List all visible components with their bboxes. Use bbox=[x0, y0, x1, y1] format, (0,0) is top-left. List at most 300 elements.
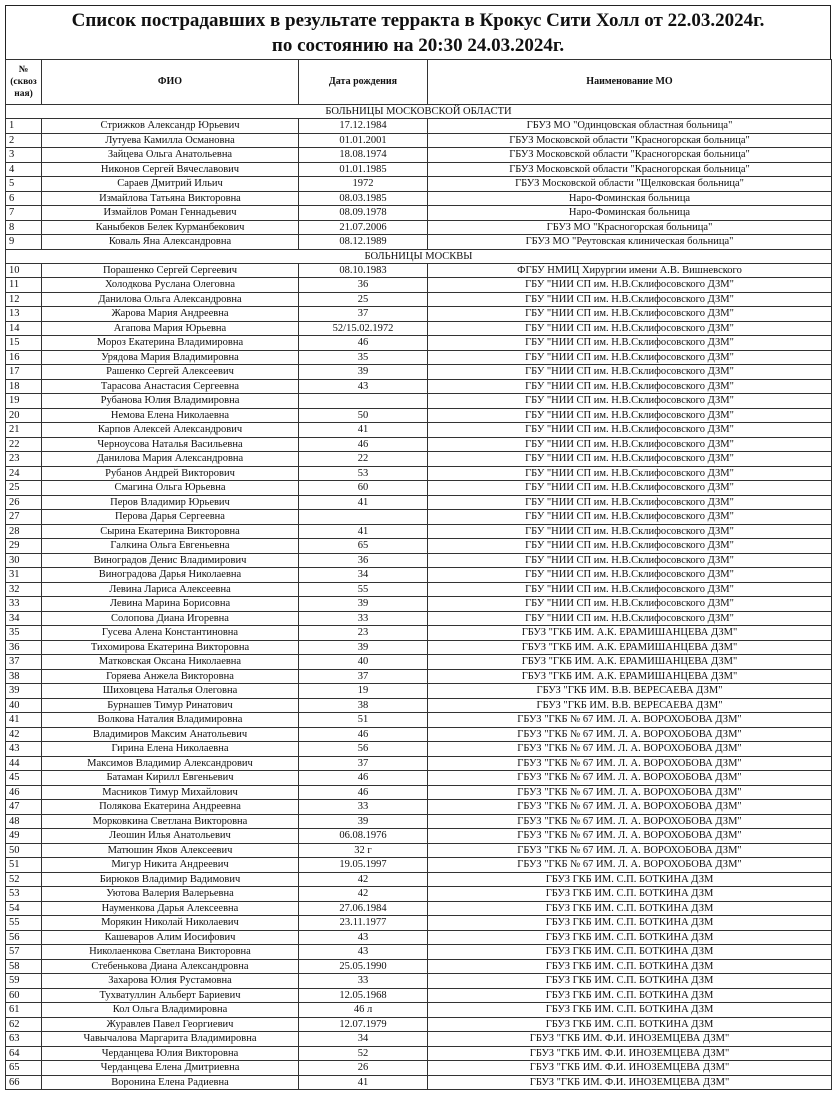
table-row bbox=[6, 423, 832, 438]
row-number: 29 bbox=[6, 539, 42, 554]
row-mo: ГБУ "НИИ СП им. Н.В.Склифосовского ДЗМ" bbox=[428, 524, 832, 539]
table-row bbox=[6, 379, 832, 394]
row-mo: ГБУЗ МО "Красногорская больница" bbox=[428, 220, 832, 235]
row-name: Морякин Николай Николаевич bbox=[42, 916, 299, 931]
row-mo: ГБУЗ ГКБ ИМ. С.П. БОТКИНА ДЗМ bbox=[428, 1003, 832, 1018]
row-number: 30 bbox=[6, 553, 42, 568]
row-number: 17 bbox=[6, 365, 42, 380]
row-number: 43 bbox=[6, 742, 42, 757]
row-name: Чавычалова Маргарита Владимировна bbox=[42, 1032, 299, 1047]
row-dob: 53 bbox=[299, 466, 428, 481]
table-row bbox=[6, 698, 832, 713]
document-title bbox=[5, 5, 831, 59]
row-dob: 32 г bbox=[299, 843, 428, 858]
table-row bbox=[6, 872, 832, 887]
row-mo: ГБУЗ "ГКБ № 67 ИМ. Л. А. ВОРОХОБОВА ДЗМ" bbox=[428, 800, 832, 815]
row-dob: 50 bbox=[299, 408, 428, 423]
row-name: Горяева Анжела Викторовна bbox=[42, 669, 299, 684]
row-number: 24 bbox=[6, 466, 42, 481]
row-mo: ГБУЗ "ГКБ ИМ. А.К. ЕРАМИШАНЦЕВА ДЗМ" bbox=[428, 669, 832, 684]
row-dob: 41 bbox=[299, 495, 428, 510]
row-mo: Наро-Фоминская больница bbox=[428, 191, 832, 206]
row-mo: ГБУЗ ГКБ ИМ. С.П. БОТКИНА ДЗМ bbox=[428, 945, 832, 960]
row-name: Масников Тимур Михайлович bbox=[42, 785, 299, 800]
table-row bbox=[6, 1017, 832, 1032]
row-dob: 23 bbox=[299, 626, 428, 641]
row-mo: ГБУЗ "ГКБ № 67 ИМ. Л. А. ВОРОХОБОВА ДЗМ" bbox=[428, 858, 832, 873]
row-name: Перов Владимир Юрьевич bbox=[42, 495, 299, 510]
row-number: 21 bbox=[6, 423, 42, 438]
row-name: Черданцева Юлия Викторовна bbox=[42, 1046, 299, 1061]
table-row bbox=[6, 437, 832, 452]
row-number: 2 bbox=[6, 133, 42, 148]
row-dob: 23.11.1977 bbox=[299, 916, 428, 931]
row-dob: 06.08.1976 bbox=[299, 829, 428, 844]
table-row bbox=[6, 495, 832, 510]
table-row bbox=[6, 206, 832, 221]
row-dob: 26 bbox=[299, 1061, 428, 1076]
row-mo: ГБУЗ "ГКБ ИМ. Ф.И. ИНОЗЕМЦЕВА ДЗМ" bbox=[428, 1061, 832, 1076]
row-mo: ГБУЗ Московской области "Щелковская больница" bbox=[428, 177, 832, 192]
row-mo: ГБУ "НИИ СП им. Н.В.Склифосовского ДЗМ" bbox=[428, 321, 832, 336]
row-name: Тарасова Анастасия Сергеевна bbox=[42, 379, 299, 394]
row-number: 45 bbox=[6, 771, 42, 786]
row-name: Данилова Мария Александровна bbox=[42, 452, 299, 467]
row-mo: ГБУЗ ГКБ ИМ. С.П. БОТКИНА ДЗМ bbox=[428, 930, 832, 945]
row-dob: 1972 bbox=[299, 177, 428, 192]
row-mo: ГБУ "НИИ СП им. Н.В.Склифосовского ДЗМ" bbox=[428, 292, 832, 307]
row-mo: ГБУЗ Московской области "Красногорская больница" bbox=[428, 162, 832, 177]
table-row bbox=[6, 350, 832, 365]
row-mo: ГБУ "НИИ СП им. Н.В.Склифосовского ДЗМ" bbox=[428, 553, 832, 568]
row-dob: 34 bbox=[299, 1032, 428, 1047]
row-number: 56 bbox=[6, 930, 42, 945]
row-number: 10 bbox=[6, 263, 42, 278]
table-row bbox=[6, 655, 832, 670]
row-mo: ГБУ "НИИ СП им. Н.В.Склифосовского ДЗМ" bbox=[428, 611, 832, 626]
row-number: 47 bbox=[6, 800, 42, 815]
row-name: Жарова Мария Андреевна bbox=[42, 307, 299, 322]
row-mo: ГБУ "НИИ СП им. Н.В.Склифосовского ДЗМ" bbox=[428, 307, 832, 322]
row-name: Кол Ольга Владимировна bbox=[42, 1003, 299, 1018]
section-title: БОЛЬНИЦЫ МОСКВЫ bbox=[6, 249, 832, 263]
row-dob: 01.01.2001 bbox=[299, 133, 428, 148]
row-dob: 37 bbox=[299, 307, 428, 322]
row-mo: ГБУ "НИИ СП им. Н.В.Склифосовского ДЗМ" bbox=[428, 495, 832, 510]
table-row bbox=[6, 263, 832, 278]
table-row bbox=[6, 887, 832, 902]
row-dob: 46 bbox=[299, 727, 428, 742]
row-name: Леошин Илья Анатольевич bbox=[42, 829, 299, 844]
table-row bbox=[6, 829, 832, 844]
table-row bbox=[6, 220, 832, 235]
row-dob bbox=[299, 394, 428, 409]
row-dob: 65 bbox=[299, 539, 428, 554]
row-name: Матюшин Яков Алексеевич bbox=[42, 843, 299, 858]
row-mo: ГБУЗ "ГКБ № 67 ИМ. Л. А. ВОРОХОБОВА ДЗМ" bbox=[428, 771, 832, 786]
row-mo: ГБУЗ ГКБ ИМ. С.П. БОТКИНА ДЗМ bbox=[428, 988, 832, 1003]
row-dob: 40 bbox=[299, 655, 428, 670]
row-dob: 18.08.1974 bbox=[299, 148, 428, 163]
row-number: 65 bbox=[6, 1061, 42, 1076]
row-number: 13 bbox=[6, 307, 42, 322]
row-dob: 55 bbox=[299, 582, 428, 597]
row-mo: ГБУЗ ГКБ ИМ. С.П. БОТКИНА ДЗМ bbox=[428, 887, 832, 902]
row-dob: 43 bbox=[299, 930, 428, 945]
row-number: 26 bbox=[6, 495, 42, 510]
row-number: 35 bbox=[6, 626, 42, 641]
row-dob: 08.10.1983 bbox=[299, 263, 428, 278]
table-row bbox=[6, 626, 832, 641]
row-name: Левина Лариса Алексеевна bbox=[42, 582, 299, 597]
row-number: 8 bbox=[6, 220, 42, 235]
row-mo: ГБУ "НИИ СП им. Н.В.Склифосовского ДЗМ" bbox=[428, 568, 832, 583]
row-number: 28 bbox=[6, 524, 42, 539]
row-dob: 27.06.1984 bbox=[299, 901, 428, 916]
table-row bbox=[6, 1075, 832, 1090]
column-header-number: № (сквоз ная) bbox=[6, 60, 42, 105]
row-number: 60 bbox=[6, 988, 42, 1003]
row-name: Николаенкова Светлана Викторовна bbox=[42, 945, 299, 960]
row-name: Тихомирова Екатерина Викторовна bbox=[42, 640, 299, 655]
row-number: 3 bbox=[6, 148, 42, 163]
table-row bbox=[6, 336, 832, 351]
row-dob: 19 bbox=[299, 684, 428, 699]
row-mo: ГБУЗ ГКБ ИМ. С.П. БОТКИНА ДЗМ bbox=[428, 916, 832, 931]
row-dob: 08.09.1978 bbox=[299, 206, 428, 221]
row-number: 1 bbox=[6, 119, 42, 134]
row-mo: ГБУ "НИИ СП им. Н.В.Склифосовского ДЗМ" bbox=[428, 437, 832, 452]
row-number: 22 bbox=[6, 437, 42, 452]
row-name: Журавлев Павел Георгиевич bbox=[42, 1017, 299, 1032]
row-dob: 01.01.1985 bbox=[299, 162, 428, 177]
row-mo: ГБУ "НИИ СП им. Н.В.Склифосовского ДЗМ" bbox=[428, 452, 832, 467]
table-row bbox=[6, 756, 832, 771]
row-mo: ГБУ "НИИ СП им. Н.В.Склифосовского ДЗМ" bbox=[428, 597, 832, 612]
row-dob: 08.03.1985 bbox=[299, 191, 428, 206]
row-name: Зайцева Ольга Анатольевна bbox=[42, 148, 299, 163]
row-name: Рубанова Юлия Владимировна bbox=[42, 394, 299, 409]
row-name: Рашенко Сергей Алексеевич bbox=[42, 365, 299, 380]
title-line-1: Список пострадавших в результате терракта в Крокус Сити Холл от 22.03.2024г. bbox=[71, 10, 765, 31]
row-dob: 46 bbox=[299, 437, 428, 452]
section-title: БОЛЬНИЦЫ МОСКОВСКОЙ ОБЛАСТИ bbox=[6, 105, 832, 119]
row-dob: 43 bbox=[299, 945, 428, 960]
row-number: 25 bbox=[6, 481, 42, 496]
row-mo: ГБУЗ "ГКБ ИМ. А.К. ЕРАМИШАНЦЕВА ДЗМ" bbox=[428, 655, 832, 670]
row-name: Холодкова Руслана Олеговна bbox=[42, 278, 299, 293]
row-mo: ГБУЗ "ГКБ № 67 ИМ. Л. А. ВОРОХОБОВА ДЗМ" bbox=[428, 843, 832, 858]
row-name: Полякова Екатерина Андреевна bbox=[42, 800, 299, 815]
row-number: 55 bbox=[6, 916, 42, 931]
row-name: Шиховцева Наталья Олеговна bbox=[42, 684, 299, 699]
row-dob: 42 bbox=[299, 887, 428, 902]
row-name: Науменкова Дарья Алексеевна bbox=[42, 901, 299, 916]
table-row bbox=[6, 727, 832, 742]
row-name: Гусева Алена Константиновна bbox=[42, 626, 299, 641]
table-row bbox=[6, 669, 832, 684]
table-row bbox=[6, 901, 832, 916]
row-name: Солопова Диана Игоревна bbox=[42, 611, 299, 626]
row-number: 63 bbox=[6, 1032, 42, 1047]
row-number: 44 bbox=[6, 756, 42, 771]
table-row bbox=[6, 466, 832, 481]
row-dob: 39 bbox=[299, 640, 428, 655]
table-row bbox=[6, 959, 832, 974]
row-mo: ГБУ "НИИ СП им. Н.В.Склифосовского ДЗМ" bbox=[428, 539, 832, 554]
table-row bbox=[6, 408, 832, 423]
row-mo: ГБУЗ Московской области "Красногорская больница" bbox=[428, 148, 832, 163]
row-mo: ГБУ "НИИ СП им. Н.В.Склифосовского ДЗМ" bbox=[428, 510, 832, 525]
row-mo: ГБУЗ "ГКБ ИМ. Ф.И. ИНОЗЕМЦЕВА ДЗМ" bbox=[428, 1075, 832, 1090]
row-dob: 52 bbox=[299, 1046, 428, 1061]
table-row bbox=[6, 785, 832, 800]
table-row bbox=[6, 597, 832, 612]
row-mo: Наро-Фоминская больница bbox=[428, 206, 832, 221]
row-dob: 42 bbox=[299, 872, 428, 887]
row-mo: ГБУЗ "ГКБ № 67 ИМ. Л. А. ВОРОХОБОВА ДЗМ" bbox=[428, 727, 832, 742]
table-row bbox=[6, 235, 832, 250]
row-number: 5 bbox=[6, 177, 42, 192]
row-number: 38 bbox=[6, 669, 42, 684]
row-mo: ГБУЗ ГКБ ИМ. С.П. БОТКИНА ДЗМ bbox=[428, 872, 832, 887]
table-row bbox=[6, 771, 832, 786]
row-name: Бирюков Владимир Вадимович bbox=[42, 872, 299, 887]
row-number: 34 bbox=[6, 611, 42, 626]
row-name: Матковская Оксана Николаевна bbox=[42, 655, 299, 670]
row-name: Кашеваров Алим Иосифович bbox=[42, 930, 299, 945]
row-number: 42 bbox=[6, 727, 42, 742]
table-row bbox=[6, 568, 832, 583]
row-dob: 46 л bbox=[299, 1003, 428, 1018]
table-row bbox=[6, 307, 832, 322]
row-dob: 39 bbox=[299, 814, 428, 829]
row-number: 52 bbox=[6, 872, 42, 887]
table-row bbox=[6, 365, 832, 380]
row-mo: ГБУ "НИИ СП им. Н.В.Склифосовского ДЗМ" bbox=[428, 481, 832, 496]
row-number: 46 bbox=[6, 785, 42, 800]
table-row bbox=[6, 974, 832, 989]
row-mo: ГБУЗ "ГКБ ИМ. В.В. ВЕРЕСАЕВА ДЗМ" bbox=[428, 684, 832, 699]
row-name: Виноградов Денис Владимирович bbox=[42, 553, 299, 568]
row-number: 11 bbox=[6, 278, 42, 293]
row-mo: ГБУ "НИИ СП им. Н.В.Склифосовского ДЗМ" bbox=[428, 466, 832, 481]
row-name: Лутуева Камилла Османовна bbox=[42, 133, 299, 148]
row-name: Сараев Дмитрий Ильич bbox=[42, 177, 299, 192]
row-name: Захарова Юлия Рустамовна bbox=[42, 974, 299, 989]
row-name: Тухватуллин Альберт Бариевич bbox=[42, 988, 299, 1003]
row-number: 59 bbox=[6, 974, 42, 989]
row-name: Немова Елена Николаевна bbox=[42, 408, 299, 423]
row-mo: ГБУЗ МО "Реутовская клиническая больница" bbox=[428, 235, 832, 250]
row-mo: ГБУ "НИИ СП им. Н.В.Склифосовского ДЗМ" bbox=[428, 336, 832, 351]
row-name: Стрижков Александр Юрьевич bbox=[42, 119, 299, 134]
row-mo: ГБУ "НИИ СП им. Н.В.Склифосовского ДЗМ" bbox=[428, 408, 832, 423]
section-header-row bbox=[6, 105, 832, 119]
row-number: 50 bbox=[6, 843, 42, 858]
row-number: 16 bbox=[6, 350, 42, 365]
row-dob: 25 bbox=[299, 292, 428, 307]
row-number: 57 bbox=[6, 945, 42, 960]
row-mo: ГБУЗ "ГКБ ИМ. Ф.И. ИНОЗЕМЦЕВА ДЗМ" bbox=[428, 1032, 832, 1047]
document-sheet bbox=[5, 5, 831, 1090]
row-dob: 52/15.02.1972 bbox=[299, 321, 428, 336]
table-row bbox=[6, 930, 832, 945]
table-row bbox=[6, 742, 832, 757]
row-mo: ГБУЗ ГКБ ИМ. С.П. БОТКИНА ДЗМ bbox=[428, 974, 832, 989]
table-row bbox=[6, 510, 832, 525]
row-mo: ГБУЗ "ГКБ № 67 ИМ. Л. А. ВОРОХОБОВА ДЗМ" bbox=[428, 829, 832, 844]
row-number: 27 bbox=[6, 510, 42, 525]
row-name: Агапова Мария Юрьевна bbox=[42, 321, 299, 336]
table-row bbox=[6, 553, 832, 568]
row-name: Черноусова Наталья Васильевна bbox=[42, 437, 299, 452]
row-name: Перова Дарья Сергеевна bbox=[42, 510, 299, 525]
row-name: Черданцева Елена Дмитриевна bbox=[42, 1061, 299, 1076]
table-row bbox=[6, 394, 832, 409]
row-dob: 34 bbox=[299, 568, 428, 583]
victims-table bbox=[5, 59, 832, 1090]
row-name: Урядова Мария Владимировна bbox=[42, 350, 299, 365]
row-name: Каныбеков Белек Курманбекович bbox=[42, 220, 299, 235]
table-row bbox=[6, 162, 832, 177]
row-mo: ГБУ "НИИ СП им. Н.В.Склифосовского ДЗМ" bbox=[428, 582, 832, 597]
row-name: Стебенькова Диана Александровна bbox=[42, 959, 299, 974]
row-dob: 08.12.1989 bbox=[299, 235, 428, 250]
row-name: Владимиров Максим Анатольевич bbox=[42, 727, 299, 742]
row-dob bbox=[299, 510, 428, 525]
row-name: Мороз Екатерина Владимировна bbox=[42, 336, 299, 351]
row-name: Измайлова Татьяна Викторовна bbox=[42, 191, 299, 206]
row-mo: ГБУ "НИИ СП им. Н.В.Склифосовского ДЗМ" bbox=[428, 365, 832, 380]
row-mo: ГБУ "НИИ СП им. Н.В.Склифосовского ДЗМ" bbox=[428, 379, 832, 394]
row-number: 14 bbox=[6, 321, 42, 336]
table-row bbox=[6, 1046, 832, 1061]
row-mo: ГБУЗ ГКБ ИМ. С.П. БОТКИНА ДЗМ bbox=[428, 901, 832, 916]
row-number: 33 bbox=[6, 597, 42, 612]
row-name: Батаман Кирилл Евгеньевич bbox=[42, 771, 299, 786]
table-row bbox=[6, 524, 832, 539]
row-number: 7 bbox=[6, 206, 42, 221]
row-name: Смагина Ольга Юрьевна bbox=[42, 481, 299, 496]
row-dob: 43 bbox=[299, 379, 428, 394]
row-dob: 56 bbox=[299, 742, 428, 757]
row-name: Рубанов Андрей Викторович bbox=[42, 466, 299, 481]
row-number: 61 bbox=[6, 1003, 42, 1018]
row-number: 31 bbox=[6, 568, 42, 583]
row-dob: 12.05.1968 bbox=[299, 988, 428, 1003]
table-row bbox=[6, 191, 832, 206]
column-header-dob: Дата рождения bbox=[299, 60, 428, 105]
row-mo: ФГБУ НМИЦ Хирургии имени А.В. Вишневского bbox=[428, 263, 832, 278]
table-row bbox=[6, 133, 832, 148]
row-number: 9 bbox=[6, 235, 42, 250]
row-number: 37 bbox=[6, 655, 42, 670]
row-mo: ГБУЗ "ГКБ № 67 ИМ. Л. А. ВОРОХОБОВА ДЗМ" bbox=[428, 785, 832, 800]
column-header-mo: Наименование МО bbox=[428, 60, 832, 105]
column-header-name: ФИО bbox=[42, 60, 299, 105]
row-name: Мигур Никита Андреевич bbox=[42, 858, 299, 873]
row-name: Морковкина Светлана Викторовна bbox=[42, 814, 299, 829]
table-row bbox=[6, 148, 832, 163]
table-row bbox=[6, 611, 832, 626]
row-dob: 60 bbox=[299, 481, 428, 496]
row-dob: 46 bbox=[299, 785, 428, 800]
row-dob: 12.07.1979 bbox=[299, 1017, 428, 1032]
row-mo: ГБУЗ "ГКБ ИМ. Ф.И. ИНОЗЕМЦЕВА ДЗМ" bbox=[428, 1046, 832, 1061]
row-name: Виноградова Дарья Николаевна bbox=[42, 568, 299, 583]
row-dob: 25.05.1990 bbox=[299, 959, 428, 974]
table-row bbox=[6, 640, 832, 655]
row-dob: 46 bbox=[299, 771, 428, 786]
table-row bbox=[6, 945, 832, 960]
row-dob: 22 bbox=[299, 452, 428, 467]
table-row bbox=[6, 1061, 832, 1076]
table-row bbox=[6, 800, 832, 815]
row-dob: 37 bbox=[299, 669, 428, 684]
table-row bbox=[6, 177, 832, 192]
row-mo: ГБУЗ "ГКБ ИМ. А.К. ЕРАМИШАНЦЕВА ДЗМ" bbox=[428, 626, 832, 641]
table-row bbox=[6, 684, 832, 699]
row-name: Карпов Алексей Александрович bbox=[42, 423, 299, 438]
row-mo: ГБУ "НИИ СП им. Н.В.Склифосовского ДЗМ" bbox=[428, 350, 832, 365]
row-number: 39 bbox=[6, 684, 42, 699]
row-number: 49 bbox=[6, 829, 42, 844]
row-name: Уютова Валерия Валерьевна bbox=[42, 887, 299, 902]
row-dob: 41 bbox=[299, 1075, 428, 1090]
row-dob: 41 bbox=[299, 524, 428, 539]
row-number: 6 bbox=[6, 191, 42, 206]
row-number: 36 bbox=[6, 640, 42, 655]
row-dob: 39 bbox=[299, 365, 428, 380]
row-number: 41 bbox=[6, 713, 42, 728]
table-row bbox=[6, 916, 832, 931]
row-number: 62 bbox=[6, 1017, 42, 1032]
table-row bbox=[6, 1032, 832, 1047]
row-number: 12 bbox=[6, 292, 42, 307]
row-mo: ГБУ "НИИ СП им. Н.В.Склифосовского ДЗМ" bbox=[428, 423, 832, 438]
row-name: Сырина Екатерина Викторовна bbox=[42, 524, 299, 539]
table-row bbox=[6, 452, 832, 467]
table-body bbox=[6, 105, 832, 1090]
row-dob: 33 bbox=[299, 611, 428, 626]
row-dob: 33 bbox=[299, 800, 428, 815]
row-number: 18 bbox=[6, 379, 42, 394]
row-number: 58 bbox=[6, 959, 42, 974]
row-dob: 19.05.1997 bbox=[299, 858, 428, 873]
row-number: 4 bbox=[6, 162, 42, 177]
row-mo: ГБУЗ "ГКБ № 67 ИМ. Л. А. ВОРОХОБОВА ДЗМ" bbox=[428, 742, 832, 757]
table-row bbox=[6, 119, 832, 134]
row-number: 66 bbox=[6, 1075, 42, 1090]
table-row bbox=[6, 321, 832, 336]
row-mo: ГБУЗ МО "Одинцовская областная больница" bbox=[428, 119, 832, 134]
row-number: 48 bbox=[6, 814, 42, 829]
row-mo: ГБУЗ Московской области "Красногорская больница" bbox=[428, 133, 832, 148]
row-number: 51 bbox=[6, 858, 42, 873]
row-number: 15 bbox=[6, 336, 42, 351]
row-name: Никонов Сергей Вячеславович bbox=[42, 162, 299, 177]
row-number: 64 bbox=[6, 1046, 42, 1061]
row-name: Коваль Яна Александровна bbox=[42, 235, 299, 250]
row-mo: ГБУЗ "ГКБ № 67 ИМ. Л. А. ВОРОХОБОВА ДЗМ" bbox=[428, 814, 832, 829]
table-row bbox=[6, 988, 832, 1003]
row-name: Измайлов Роман Геннадьевич bbox=[42, 206, 299, 221]
row-name: Бурнашев Тимур Ринатович bbox=[42, 698, 299, 713]
table-header-row bbox=[6, 60, 832, 105]
table-row bbox=[6, 539, 832, 554]
row-mo: ГБУ "НИИ СП им. Н.В.Склифосовского ДЗМ" bbox=[428, 394, 832, 409]
